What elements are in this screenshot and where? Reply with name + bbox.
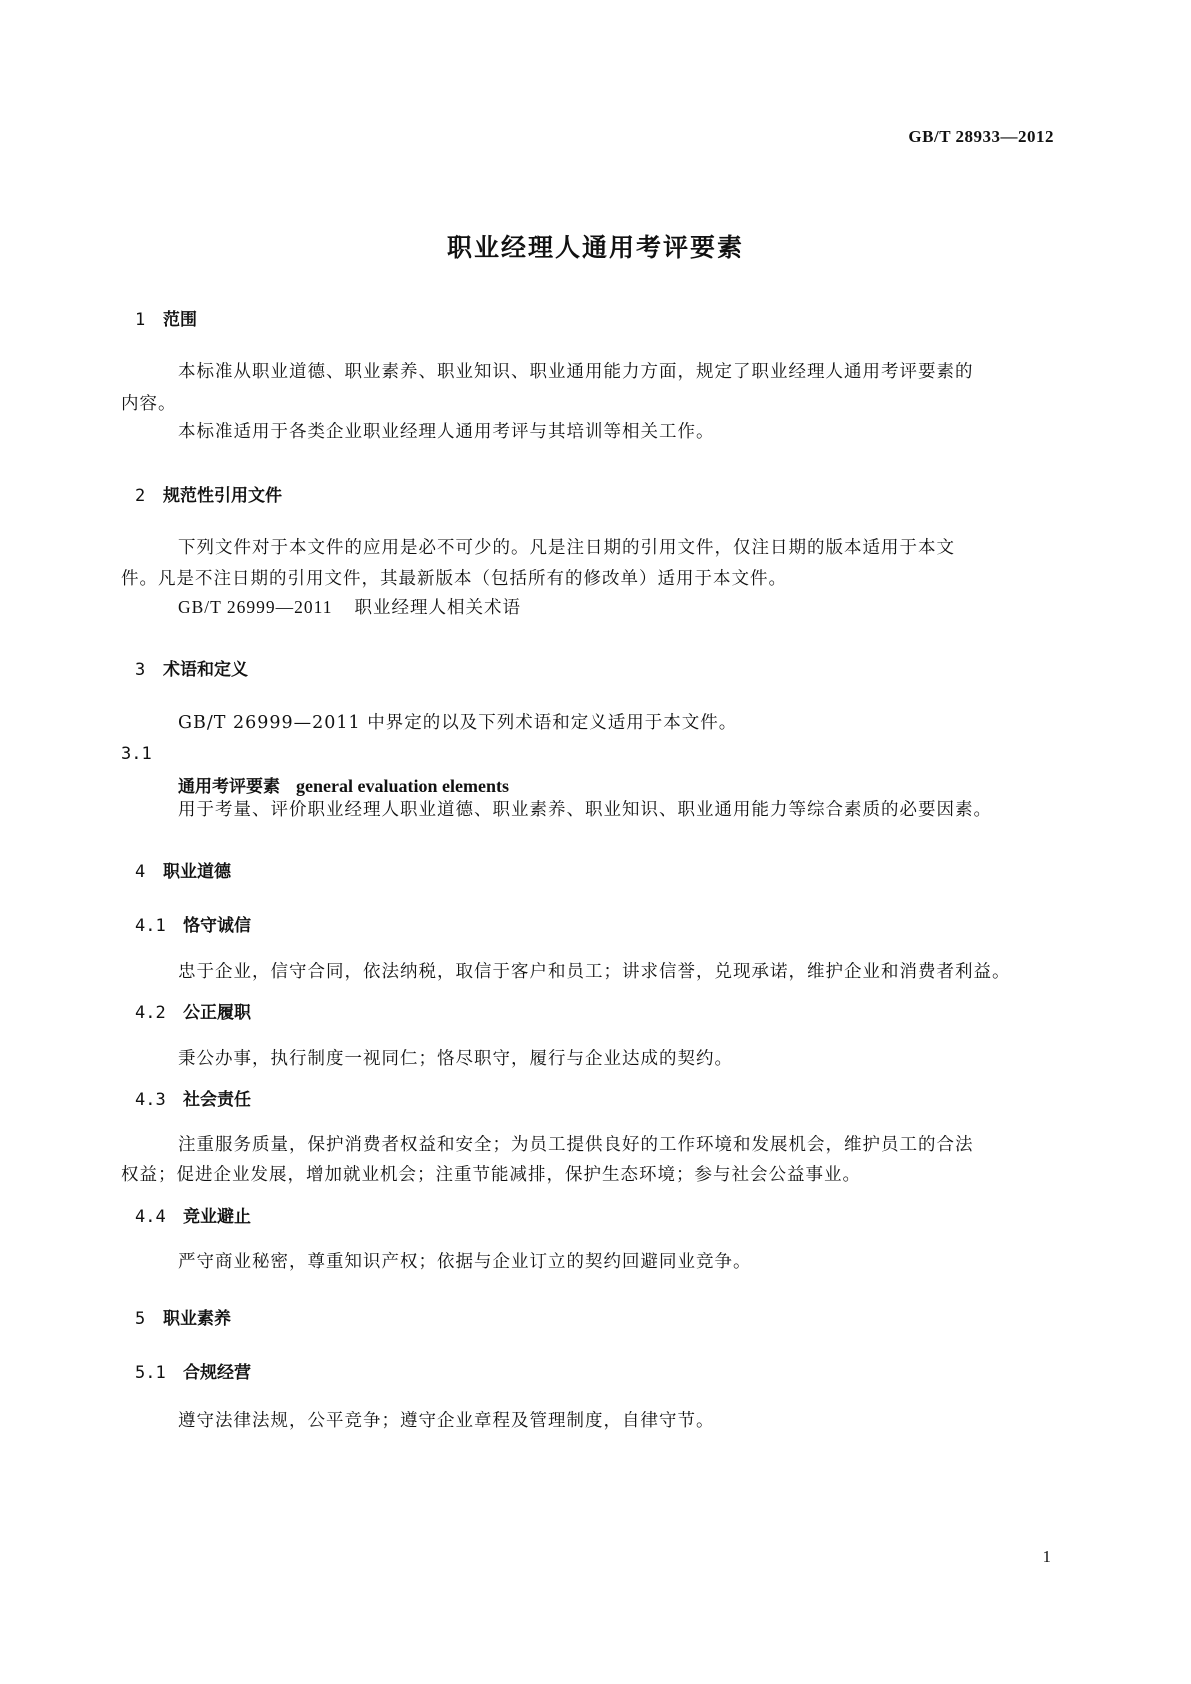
paragraph: 秉公办事，执行制度一视同仁；恪尽职守，履行与企业达成的契约。 bbox=[178, 1049, 733, 1069]
paragraph: 遵守法律法规，公平竞争；遵守企业章程及管理制度，自律守节。 bbox=[178, 1411, 715, 1431]
subsection-title: 社会责任 bbox=[183, 1090, 251, 1110]
term-english: general evaluation elements bbox=[296, 776, 509, 796]
paragraph: 本标准从职业道德、职业素养、职业知识、职业通用能力方面，规定了职业经理人通用考评要素的 bbox=[178, 362, 974, 382]
section-5-heading bbox=[135, 1304, 231, 1329]
subsection-4-2-heading bbox=[135, 998, 251, 1023]
subsection-number: 4.3 bbox=[135, 1090, 166, 1110]
section-title: 职业道德 bbox=[163, 862, 231, 882]
paragraph: 忠于企业，信守合同，依法纳税，取信于客户和员工；讲求信誉，兑现承诺，维护企业和消费者利益。 bbox=[178, 962, 1011, 982]
section-number: 2 bbox=[135, 486, 146, 506]
term-number: 3.1 bbox=[121, 744, 152, 764]
subsection-4-1-heading bbox=[135, 911, 251, 936]
section-number: 4 bbox=[135, 862, 146, 882]
section-4-heading bbox=[135, 857, 231, 882]
section-title: 规范性引用文件 bbox=[163, 486, 282, 506]
reference-code: GB/T 26999—2011 bbox=[178, 597, 333, 617]
reference-title: 职业经理人相关术语 bbox=[354, 598, 522, 618]
paragraph: GB/T 26999—2011 中界定的以及下列术语和定义适用于本文件。 bbox=[178, 713, 738, 733]
section-1-heading bbox=[135, 305, 197, 330]
paragraph-continuation: 内容。 bbox=[121, 394, 177, 414]
page-number: 1 bbox=[1042, 1547, 1051, 1566]
paragraph: 下列文件对于本文件的应用是必不可少的。凡是注日期的引用文件，仅注日期的版本适用于本文 bbox=[178, 538, 955, 558]
subsection-5-1-heading bbox=[135, 1358, 251, 1383]
subsection-4-4-heading bbox=[135, 1202, 251, 1227]
subsection-title: 竞业避止 bbox=[183, 1207, 251, 1227]
term-definition: 用于考量、评价职业经理人职业道德、职业素养、职业知识、职业通用能力等综合素质的必要因素。 bbox=[178, 800, 992, 820]
section-title: 术语和定义 bbox=[163, 660, 248, 680]
paragraph: 注重服务质量，保护消费者权益和安全；为员工提供良好的工作环境和发展机会，维护员工的合法 bbox=[178, 1135, 974, 1155]
subsection-number: 4.2 bbox=[135, 1003, 166, 1023]
term-chinese: 通用考评要素 bbox=[178, 777, 280, 797]
document-title: 职业经理人通用考评要素 bbox=[446, 233, 744, 262]
subsection-number: 4.1 bbox=[135, 916, 166, 936]
paragraph: 严守商业秘密，尊重知识产权；依据与企业订立的契约回避同业竞争。 bbox=[178, 1252, 752, 1272]
standard-number: GB/T 28933—2012 bbox=[908, 127, 1054, 146]
subsection-title: 公正履职 bbox=[183, 1003, 251, 1023]
normative-reference bbox=[178, 591, 521, 624]
section-2-heading bbox=[135, 481, 282, 506]
subsection-title: 恪守诚信 bbox=[183, 916, 251, 936]
section-number: 3 bbox=[135, 660, 146, 680]
section-title: 职业素养 bbox=[163, 1309, 231, 1329]
section-3-heading bbox=[135, 655, 248, 680]
paragraph-continuation: 件。凡是不注日期的引用文件，其最新版本（包括所有的修改单）适用于本文件。 bbox=[121, 569, 787, 589]
section-title: 范围 bbox=[163, 310, 197, 330]
subsection-number: 4.4 bbox=[135, 1207, 166, 1227]
subsection-number: 5.1 bbox=[135, 1363, 166, 1383]
subsection-title: 合规经营 bbox=[183, 1363, 251, 1383]
section-number: 5 bbox=[135, 1309, 146, 1329]
section-number: 1 bbox=[135, 310, 146, 330]
paragraph: 本标准适用于各类企业职业经理人通用考评与其培训等相关工作。 bbox=[178, 422, 715, 442]
paragraph-continuation: 权益；促进企业发展，增加就业机会；注重节能减排，保护生态环境；参与社会公益事业。 bbox=[121, 1165, 861, 1185]
subsection-4-3-heading bbox=[135, 1085, 251, 1110]
